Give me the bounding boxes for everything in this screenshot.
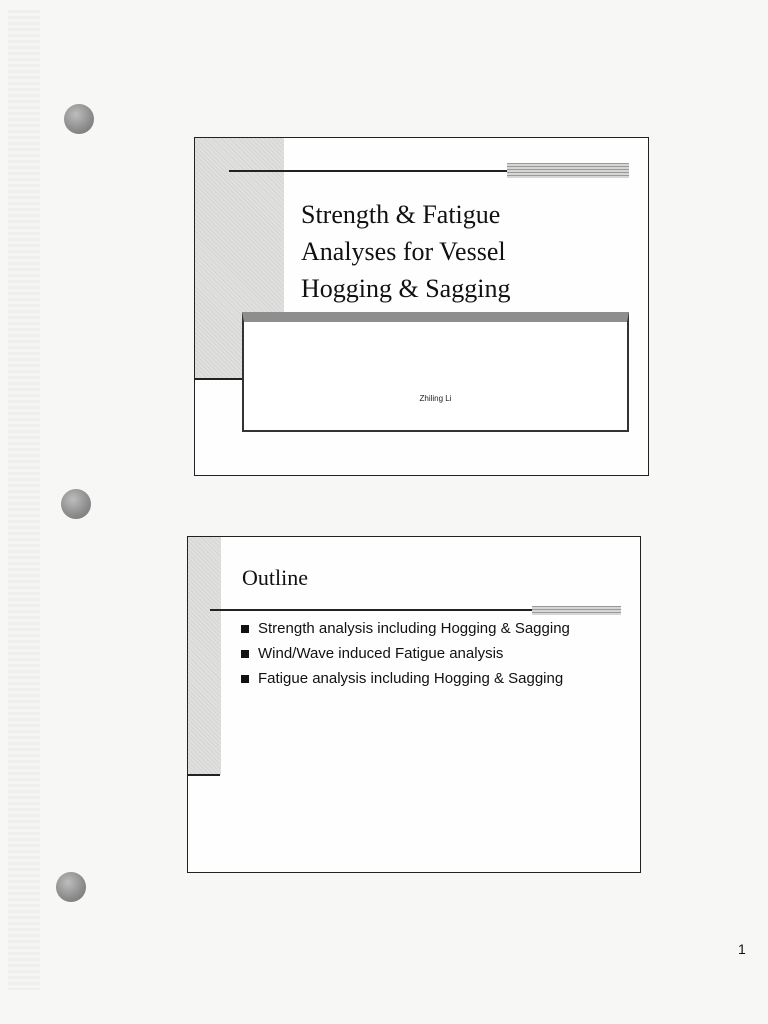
outline-title: Outline (242, 565, 308, 590)
decor-bar (532, 606, 621, 615)
list-item (240, 644, 580, 664)
list-item (240, 619, 580, 639)
list-item-text: Wind/Wave induced Fatigue analysis (258, 645, 504, 662)
punch-hole-icon (56, 872, 86, 902)
punch-hole-icon (64, 104, 94, 134)
title-line: Hogging & Sagging (301, 274, 511, 303)
slide-title-text (301, 196, 631, 307)
punch-hole-icon (61, 489, 91, 519)
list-item-text: Strength analysis including Hogging & Sagging (258, 620, 570, 637)
decor-rule (195, 378, 245, 380)
page-number: 1 (738, 941, 746, 957)
outline-list (240, 619, 580, 694)
slide-outline (187, 536, 641, 873)
decor-rule (188, 774, 220, 776)
square-bullet-icon (241, 650, 249, 658)
author-name: Zhiling Li (419, 394, 452, 403)
slide-decor-block (188, 537, 221, 775)
paper-edge-strip (8, 10, 40, 990)
square-bullet-icon (241, 625, 249, 633)
title-line: Analyses for Vessel (301, 237, 506, 266)
decor-bar (507, 163, 629, 178)
list-item-text: Fatigue analysis including Hogging & Sagging (258, 670, 564, 687)
subtitle-box (242, 312, 629, 432)
title-line: Strength & Fatigue (301, 200, 501, 229)
slide-title (194, 137, 649, 476)
square-bullet-icon (241, 675, 249, 683)
list-item (240, 669, 580, 689)
